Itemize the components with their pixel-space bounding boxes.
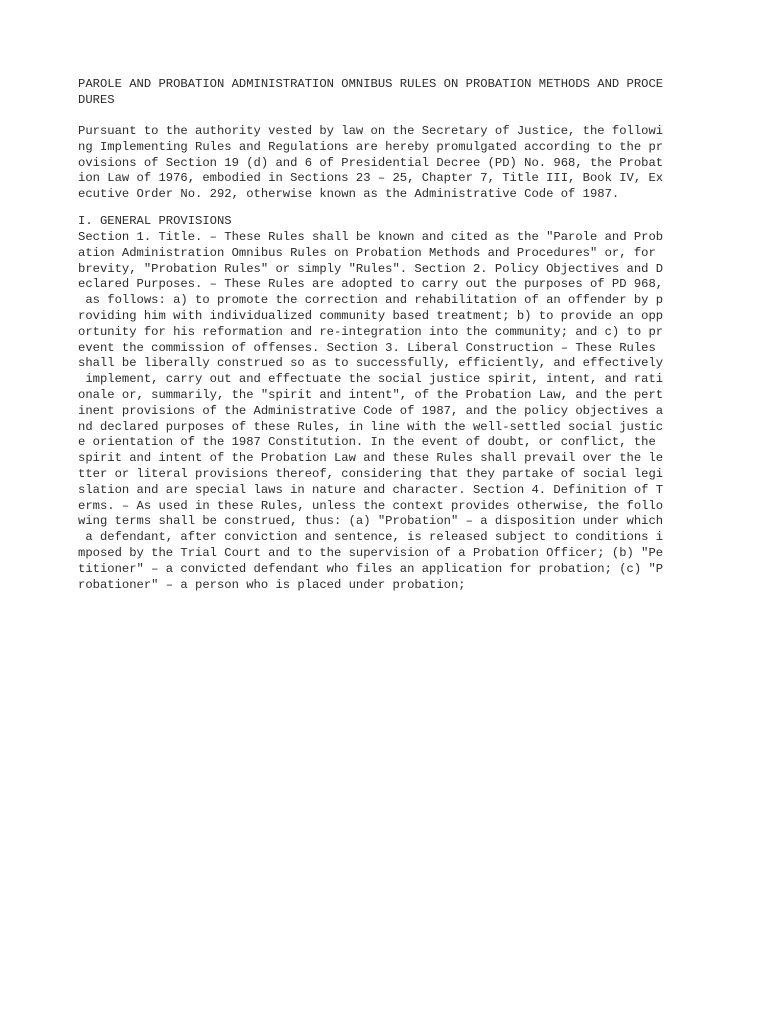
intro-paragraph: Pursuant to the authority vested by law on the Secretary of Justice, the followi ng Implementing Rules and Regulations are hereby promulgated according to the pr ovisions of Section 19 (d) and 6 of Presidential Decree (PD) No. 968, the Probat ion Law of 1976, embodied in Sections 23 – 25, Chapter 7, Title III, Book IV, Ex ecutive Order No. 292, otherwise known as the Administrative Code of 1987. — [78, 124, 664, 202]
section-heading: I. GENERAL PROVISIONS — [78, 214, 232, 228]
document-title: PAROLE AND PROBATION ADMINISTRATION OMNIBUS RULES ON PROBATION METHODS AND PROCE DURES — [78, 77, 664, 107]
section-body: Section 1. Title. – These Rules shall be known and cited as the "Parole and Prob ation Administration Omnibus Rules on Probation Methods and Procedures" or, for brevity, "Probation Rules" or simply "Rules". Section 2. Policy Objectives and D eclared Purposes. – These Rules are adopted to carry out the purposes of PD 968, as follows: a) to promote the correction and rehabilitation of an offender by p roviding him with individualized community based treatment; b) to provide an opp ortunity for his reformation and re-integration into the community; and c) to pr event the commission of offenses. Section 3. Liberal Construction – These Rules shall be liberally construed so as to successfully, efficiently, and effectively implement, carry out and effectuate the social justice spirit, intent, and rati onale or, summarily, the "spirit and intent", of the Probation Law, and the pert inent provisions of the Administrative Code of 1987, and the policy objectives a nd declared purposes of these Rules, in line with the well-settled social justic e orientation of the 1987 Constitution. In the event of doubt, or conflict, the spirit and intent of the Probation Law and these Rules shall prevail over the le tter or literal provisions thereof, considering that they partake of social legi slation and are special laws in nature and character. Section 4. Definition of T erms. – As used in these Rules, unless the context provides otherwise, the follo wing terms shall be construed, thus: (a) "Probation" – a disposition under which a defendant, after conviction and sentence, is released subject to conditions i mposed by the Trial Court and to the supervision of a Probation Officer; (b) "Pe titioner" – a convicted defendant who files an application for probation; (c) "P robationer" – a person who is placed under probation; — [78, 230, 664, 592]
